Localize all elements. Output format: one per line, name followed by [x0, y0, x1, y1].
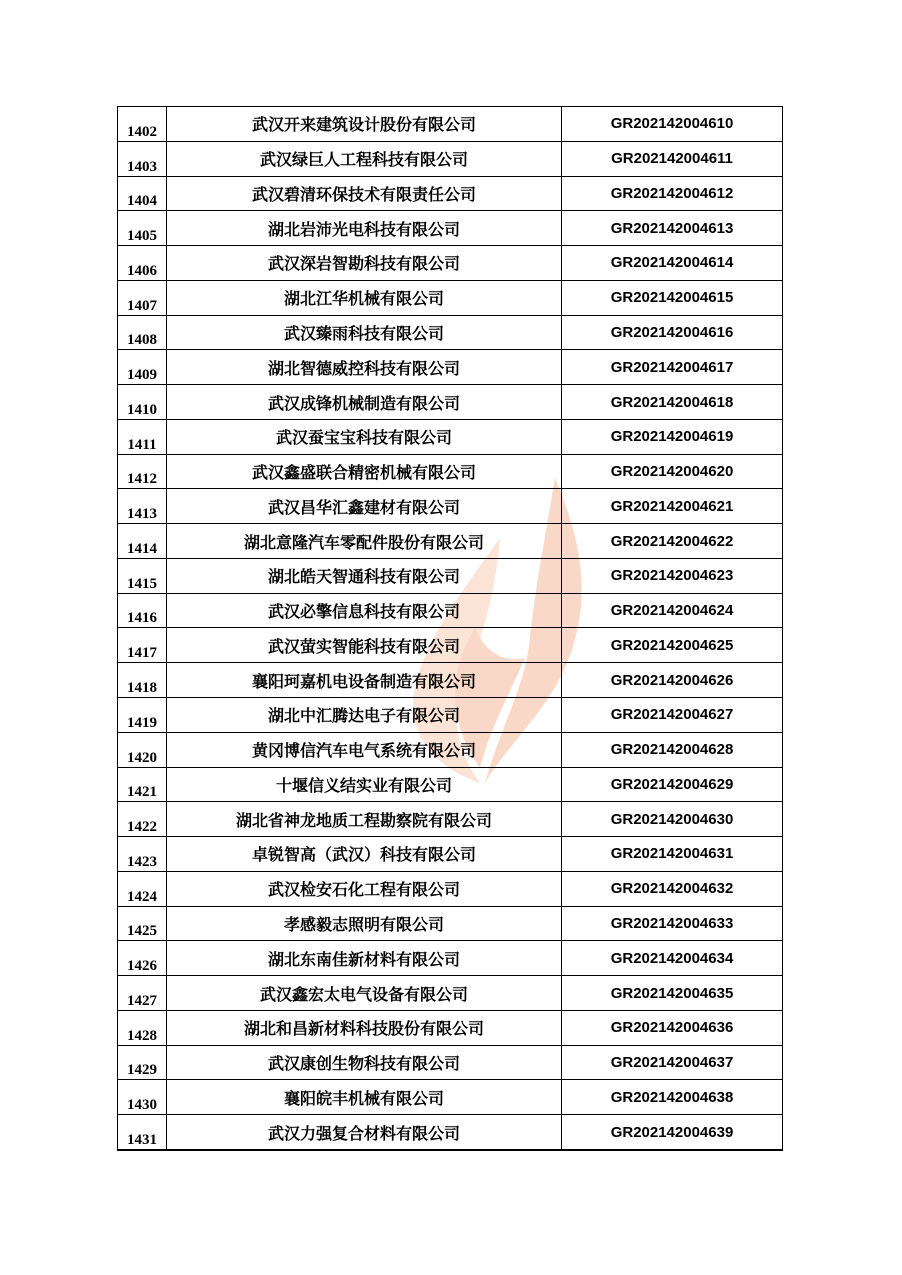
certificate-number: GR202142004637 — [562, 1045, 783, 1080]
table-row — [118, 558, 783, 593]
company-name: 湖北皓天智通科技有限公司 — [167, 558, 562, 593]
certificate-number: GR202142004631 — [562, 837, 783, 872]
table-row — [118, 141, 783, 176]
table-row — [118, 107, 783, 142]
table-row — [118, 906, 783, 941]
company-name: 武汉臻雨科技有限公司 — [167, 315, 562, 350]
certificate-number: GR202142004623 — [562, 558, 783, 593]
table-row — [118, 732, 783, 767]
certificate-number: GR202142004622 — [562, 524, 783, 559]
certificate-number: GR202142004630 — [562, 802, 783, 837]
table-row — [118, 1080, 783, 1115]
certificate-number: GR202142004612 — [562, 176, 783, 211]
table-row — [118, 663, 783, 698]
certificate-number: GR202142004627 — [562, 698, 783, 733]
certificate-number: GR202142004633 — [562, 906, 783, 941]
row-number: 1431 — [118, 1115, 167, 1150]
company-name: 武汉检安石化工程有限公司 — [167, 871, 562, 906]
certificate-number: GR202142004625 — [562, 628, 783, 663]
company-name: 武汉深岩智勘科技有限公司 — [167, 246, 562, 281]
table-row — [118, 385, 783, 420]
company-name: 武汉康创生物科技有限公司 — [167, 1045, 562, 1080]
company-name: 湖北江华机械有限公司 — [167, 280, 562, 315]
certificate-number: GR202142004626 — [562, 663, 783, 698]
row-number: 1404 — [118, 176, 167, 211]
row-number: 1417 — [118, 628, 167, 663]
row-number: 1406 — [118, 246, 167, 281]
certificate-number: GR202142004614 — [562, 246, 783, 281]
table-row — [118, 1010, 783, 1045]
certificate-number: GR202142004613 — [562, 211, 783, 246]
company-name: 湖北智德威控科技有限公司 — [167, 350, 562, 385]
row-number: 1407 — [118, 280, 167, 315]
row-number: 1430 — [118, 1080, 167, 1115]
table-row — [118, 1045, 783, 1080]
company-name: 武汉必擎信息科技有限公司 — [167, 593, 562, 628]
row-number: 1428 — [118, 1010, 167, 1045]
table-row — [118, 350, 783, 385]
company-name: 卓锐智高（武汉）科技有限公司 — [167, 837, 562, 872]
company-name: 武汉鑫盛联合精密机械有限公司 — [167, 454, 562, 489]
table-row — [118, 280, 783, 315]
table-row — [118, 767, 783, 802]
company-name: 孝感毅志照明有限公司 — [167, 906, 562, 941]
table-row — [118, 454, 783, 489]
certificate-number: GR202142004620 — [562, 454, 783, 489]
table-row — [118, 837, 783, 872]
row-number: 1413 — [118, 489, 167, 524]
table-row — [118, 489, 783, 524]
company-name: 襄阳皖丰机械有限公司 — [167, 1080, 562, 1115]
certificate-number: GR202142004610 — [562, 107, 783, 142]
certificate-number: GR202142004616 — [562, 315, 783, 350]
row-number: 1409 — [118, 350, 167, 385]
company-name: 湖北中汇腾达电子有限公司 — [167, 698, 562, 733]
row-number: 1422 — [118, 802, 167, 837]
certificate-number: GR202142004617 — [562, 350, 783, 385]
certificate-number: GR202142004636 — [562, 1010, 783, 1045]
company-name: 武汉昌华汇鑫建材有限公司 — [167, 489, 562, 524]
row-number: 1429 — [118, 1045, 167, 1080]
table-row — [118, 941, 783, 976]
certificate-number: GR202142004628 — [562, 732, 783, 767]
company-name: 湖北省神龙地质工程勘察院有限公司 — [167, 802, 562, 837]
company-name: 襄阳珂嘉机电设备制造有限公司 — [167, 663, 562, 698]
row-number: 1402 — [118, 107, 167, 142]
row-number: 1411 — [118, 419, 167, 454]
table-row — [118, 698, 783, 733]
table-row — [118, 246, 783, 281]
certificate-number: GR202142004634 — [562, 941, 783, 976]
row-number: 1418 — [118, 663, 167, 698]
certificate-number: GR202142004632 — [562, 871, 783, 906]
company-name: 十堰信义结实业有限公司 — [167, 767, 562, 802]
company-name: 武汉碧清环保技术有限责任公司 — [167, 176, 562, 211]
certificate-number: GR202142004615 — [562, 280, 783, 315]
company-name: 武汉开来建筑设计股份有限公司 — [167, 107, 562, 142]
company-name: 湖北意隆汽车零配件股份有限公司 — [167, 524, 562, 559]
certificate-number: GR202142004639 — [562, 1115, 783, 1150]
row-number: 1414 — [118, 524, 167, 559]
table-row — [118, 211, 783, 246]
row-number: 1405 — [118, 211, 167, 246]
table-row — [118, 593, 783, 628]
company-name: 武汉力强复合材料有限公司 — [167, 1115, 562, 1150]
company-name: 武汉蚕宝宝科技有限公司 — [167, 419, 562, 454]
table-row — [118, 1115, 783, 1150]
company-table — [117, 106, 783, 1151]
certificate-number: GR202142004618 — [562, 385, 783, 420]
row-number: 1403 — [118, 141, 167, 176]
table-row — [118, 802, 783, 837]
row-number: 1419 — [118, 698, 167, 733]
table-row — [118, 524, 783, 559]
table-row — [118, 628, 783, 663]
company-name: 武汉鑫宏太电气设备有限公司 — [167, 976, 562, 1011]
company-name: 黄冈博信汽车电气系统有限公司 — [167, 732, 562, 767]
company-name: 湖北和昌新材料科技股份有限公司 — [167, 1010, 562, 1045]
row-number: 1408 — [118, 315, 167, 350]
row-number: 1415 — [118, 558, 167, 593]
company-name: 武汉绿巨人工程科技有限公司 — [167, 141, 562, 176]
certificate-number: GR202142004619 — [562, 419, 783, 454]
row-number: 1424 — [118, 871, 167, 906]
certificate-number: GR202142004624 — [562, 593, 783, 628]
row-number: 1425 — [118, 906, 167, 941]
company-name: 湖北岩沛光电科技有限公司 — [167, 211, 562, 246]
row-number: 1427 — [118, 976, 167, 1011]
table-row — [118, 976, 783, 1011]
row-number: 1412 — [118, 454, 167, 489]
row-number: 1423 — [118, 837, 167, 872]
row-number: 1416 — [118, 593, 167, 628]
certificate-number: GR202142004638 — [562, 1080, 783, 1115]
company-name: 湖北东南佳新材料有限公司 — [167, 941, 562, 976]
certificate-number: GR202142004621 — [562, 489, 783, 524]
table-row — [118, 419, 783, 454]
row-number: 1420 — [118, 732, 167, 767]
table-row — [118, 315, 783, 350]
certificate-number: GR202142004635 — [562, 976, 783, 1011]
company-name: 武汉成锋机械制造有限公司 — [167, 385, 562, 420]
company-name: 武汉萤实智能科技有限公司 — [167, 628, 562, 663]
row-number: 1410 — [118, 385, 167, 420]
certificate-number: GR202142004611 — [562, 141, 783, 176]
table-row — [118, 176, 783, 211]
row-number: 1426 — [118, 941, 167, 976]
certificate-number: GR202142004629 — [562, 767, 783, 802]
row-number: 1421 — [118, 767, 167, 802]
table-row — [118, 871, 783, 906]
